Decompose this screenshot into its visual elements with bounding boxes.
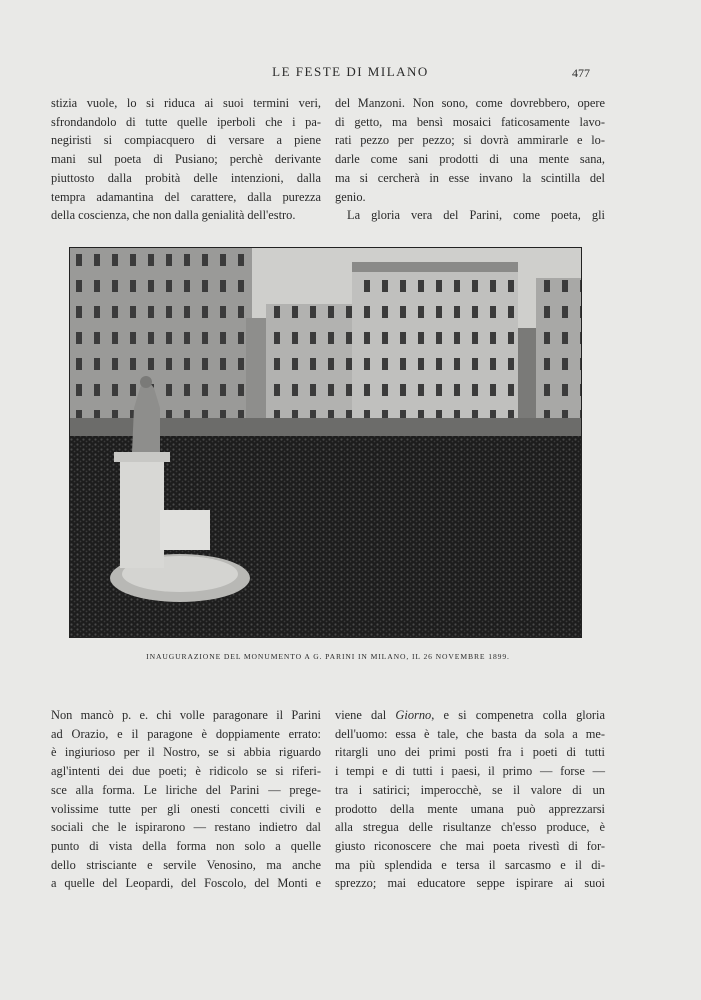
text-line: stizia vuole, lo si riduca ai suoi termini veri,: [51, 96, 321, 110]
text-line: di getto, ma bensì mosaici faticosamente lavo-: [335, 114, 605, 129]
text-line: sociali che le ispirarono — restano indietro dal: [51, 820, 321, 835]
top-left-column: [51, 94, 321, 225]
text-line: i tempi e di tutti i paesi, il primo — forse —: [335, 764, 605, 779]
bottom-left-column: [51, 706, 321, 893]
text-line: piuttosto dalla probità delle intenzioni, dalla: [51, 170, 321, 185]
text-line: Non mancò p. e. chi volle paragonare il Parini: [51, 708, 321, 722]
page-number: 477: [572, 66, 590, 80]
figure-caption: INAUGURAZIONE DEL MONUMENTO A G. PARINI IN MILANO, IL 26 NOVEMBRE 1899.: [146, 652, 510, 661]
top-right-column: [335, 94, 605, 225]
text-line: della coscienza, che non dalla genialità dell'estro.: [51, 208, 296, 223]
text-fragment: , e si compenetra colla gloria: [431, 708, 605, 722]
text-line: sfrondandolo di tutte quelle iperboli che i pa-: [51, 114, 321, 129]
text-line: a quelle del Leopardi, del Foscolo, del Monti e: [51, 876, 321, 891]
text-line: mani sul poeta di Pusiano; perchè derivante: [51, 152, 321, 167]
text-line: tempra adamantina del carattere, dalla purezza: [51, 189, 321, 204]
text-line: ma si cercherà in esse invano la scintilla del: [335, 170, 605, 185]
text-line: sprezzo; mai educatore seppe ispirare ai suoi: [335, 876, 605, 891]
running-title: LE FESTE DI MILANO: [272, 64, 429, 79]
text-line: è ingiurioso per il Nostro, se si abbia riguardo: [51, 745, 321, 760]
text-line: sce alla forma. Le liriche del Parini — prege-: [51, 782, 321, 797]
text-line: ad Orazio, e il paragone è doppiamente errato:: [51, 726, 321, 741]
text-line: giusto riconoscere che mai poeta rivestì di for-: [335, 838, 605, 853]
text-line: darle come sani prodotti di una mente sana,: [335, 152, 605, 167]
text-line: ritargli uno dei primi posti fra i poeti di tutti: [335, 745, 605, 760]
italic-title: Giorno: [395, 708, 432, 722]
text-line: punto di vista della forma non solo a quelle: [51, 838, 321, 853]
text-line: volissime tutte per gli onesti concetti civili e: [51, 801, 321, 816]
text-line: dello strisciante e servile Venosino, ma anche: [51, 857, 321, 872]
text-line: rati pezzo per pezzo; si dovrà ammirarle e lo-: [335, 133, 605, 148]
bottom-right-column: [335, 706, 605, 893]
text-line: tra i satirici; imperocchè, se il valore di un: [335, 782, 605, 797]
text-line: alla stregua delle risultanze ch'esso produce, è: [335, 820, 605, 835]
text-line: La gloria vera del Parini, come poeta, gli: [347, 208, 605, 223]
text-line: ma più splendida e tersa il sarcasmo e il di-: [335, 857, 605, 872]
text-line: genio.: [335, 189, 366, 204]
text-line: prodotto della mente umana può apprezzarsi: [335, 801, 605, 816]
text-line: dell'uomo: essa è tale, che basta da sola a me-: [335, 726, 605, 741]
text-fragment: viene dal: [335, 708, 396, 722]
text-line: agl'intenti dei due poeti; è ridicolo se si riferi-: [51, 764, 321, 779]
text-line: [335, 706, 605, 725]
text-line: del Manzoni. Non sono, come dovrebbero, opere: [335, 96, 605, 110]
monument-photograph: [69, 247, 582, 638]
text-line: negiristi si compiacquero di versare a piene: [51, 133, 321, 148]
